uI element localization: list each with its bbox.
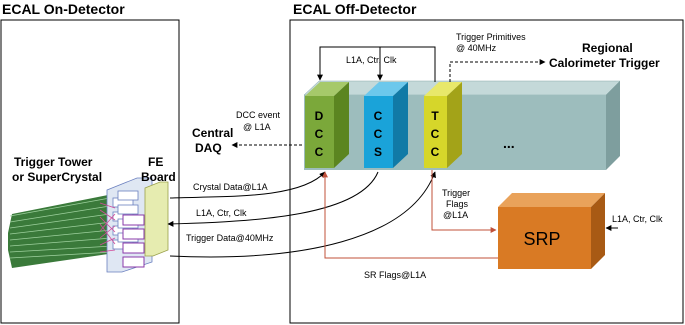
trigger-tower-label-1: Trigger Tower: [14, 155, 93, 169]
tcc-letter-2: C: [430, 127, 440, 141]
trigger-tower-label-2: or SuperCrystal: [12, 170, 103, 184]
sr-flags-label: SR Flags@L1A: [364, 270, 427, 280]
ccs-letter-1: C: [373, 109, 383, 123]
dcc-event-label-1: DCC event: [236, 110, 281, 120]
central-daq-label-2: DAQ: [195, 141, 222, 155]
crate-ellipsis: ...: [503, 135, 515, 151]
trigger-flags-label-2: Flags: [446, 199, 469, 209]
trigger-data-label: Trigger Data@40MHz: [186, 233, 274, 243]
tcc-card: [424, 82, 462, 168]
regional-trigger-label-1: Regional: [582, 41, 633, 55]
fe-board-label-2: Board: [141, 170, 176, 184]
trigger-flags-label-1: Trigger: [442, 188, 471, 198]
dcc-letter-1: D: [314, 109, 324, 123]
l1a-ctr-clk-mid-label: L1A, Ctr, Clk: [196, 208, 247, 218]
trigger-flags-label-3: @L1A: [443, 210, 469, 220]
regional-trigger-label-2: Calorimeter Trigger: [549, 56, 660, 70]
trigger-primitives-label-2: @ 40MHz: [456, 43, 497, 53]
ccs-letter-2: C: [373, 127, 383, 141]
fe-board-label-1: FE: [148, 155, 164, 169]
dcc-letter-2: C: [314, 127, 324, 141]
tcc-letter-1: T: [431, 109, 439, 123]
dcc-event-label-2: @ L1A: [243, 122, 271, 132]
dcc-card: [305, 82, 349, 168]
tcc-letter-3: C: [430, 145, 440, 159]
srp-box: [498, 193, 605, 269]
srp-input-label: L1A, Ctr, Clk: [612, 214, 663, 224]
off-detector-title: ECAL Off-Detector: [293, 1, 417, 17]
top-bus-label: L1A, Ctr, Clk: [346, 55, 397, 65]
central-daq-label-1: Central: [192, 126, 234, 140]
crystal-data-label: Crystal Data@L1A: [193, 182, 268, 192]
ccs-card: [364, 82, 408, 168]
dcc-letter-3: C: [314, 145, 324, 159]
ccs-letter-3: S: [373, 145, 383, 159]
srp-label: SRP: [523, 229, 561, 249]
trigger-primitives-label-1: Trigger Primitives: [456, 32, 526, 42]
on-detector-title: ECAL On-Detector: [2, 1, 125, 17]
